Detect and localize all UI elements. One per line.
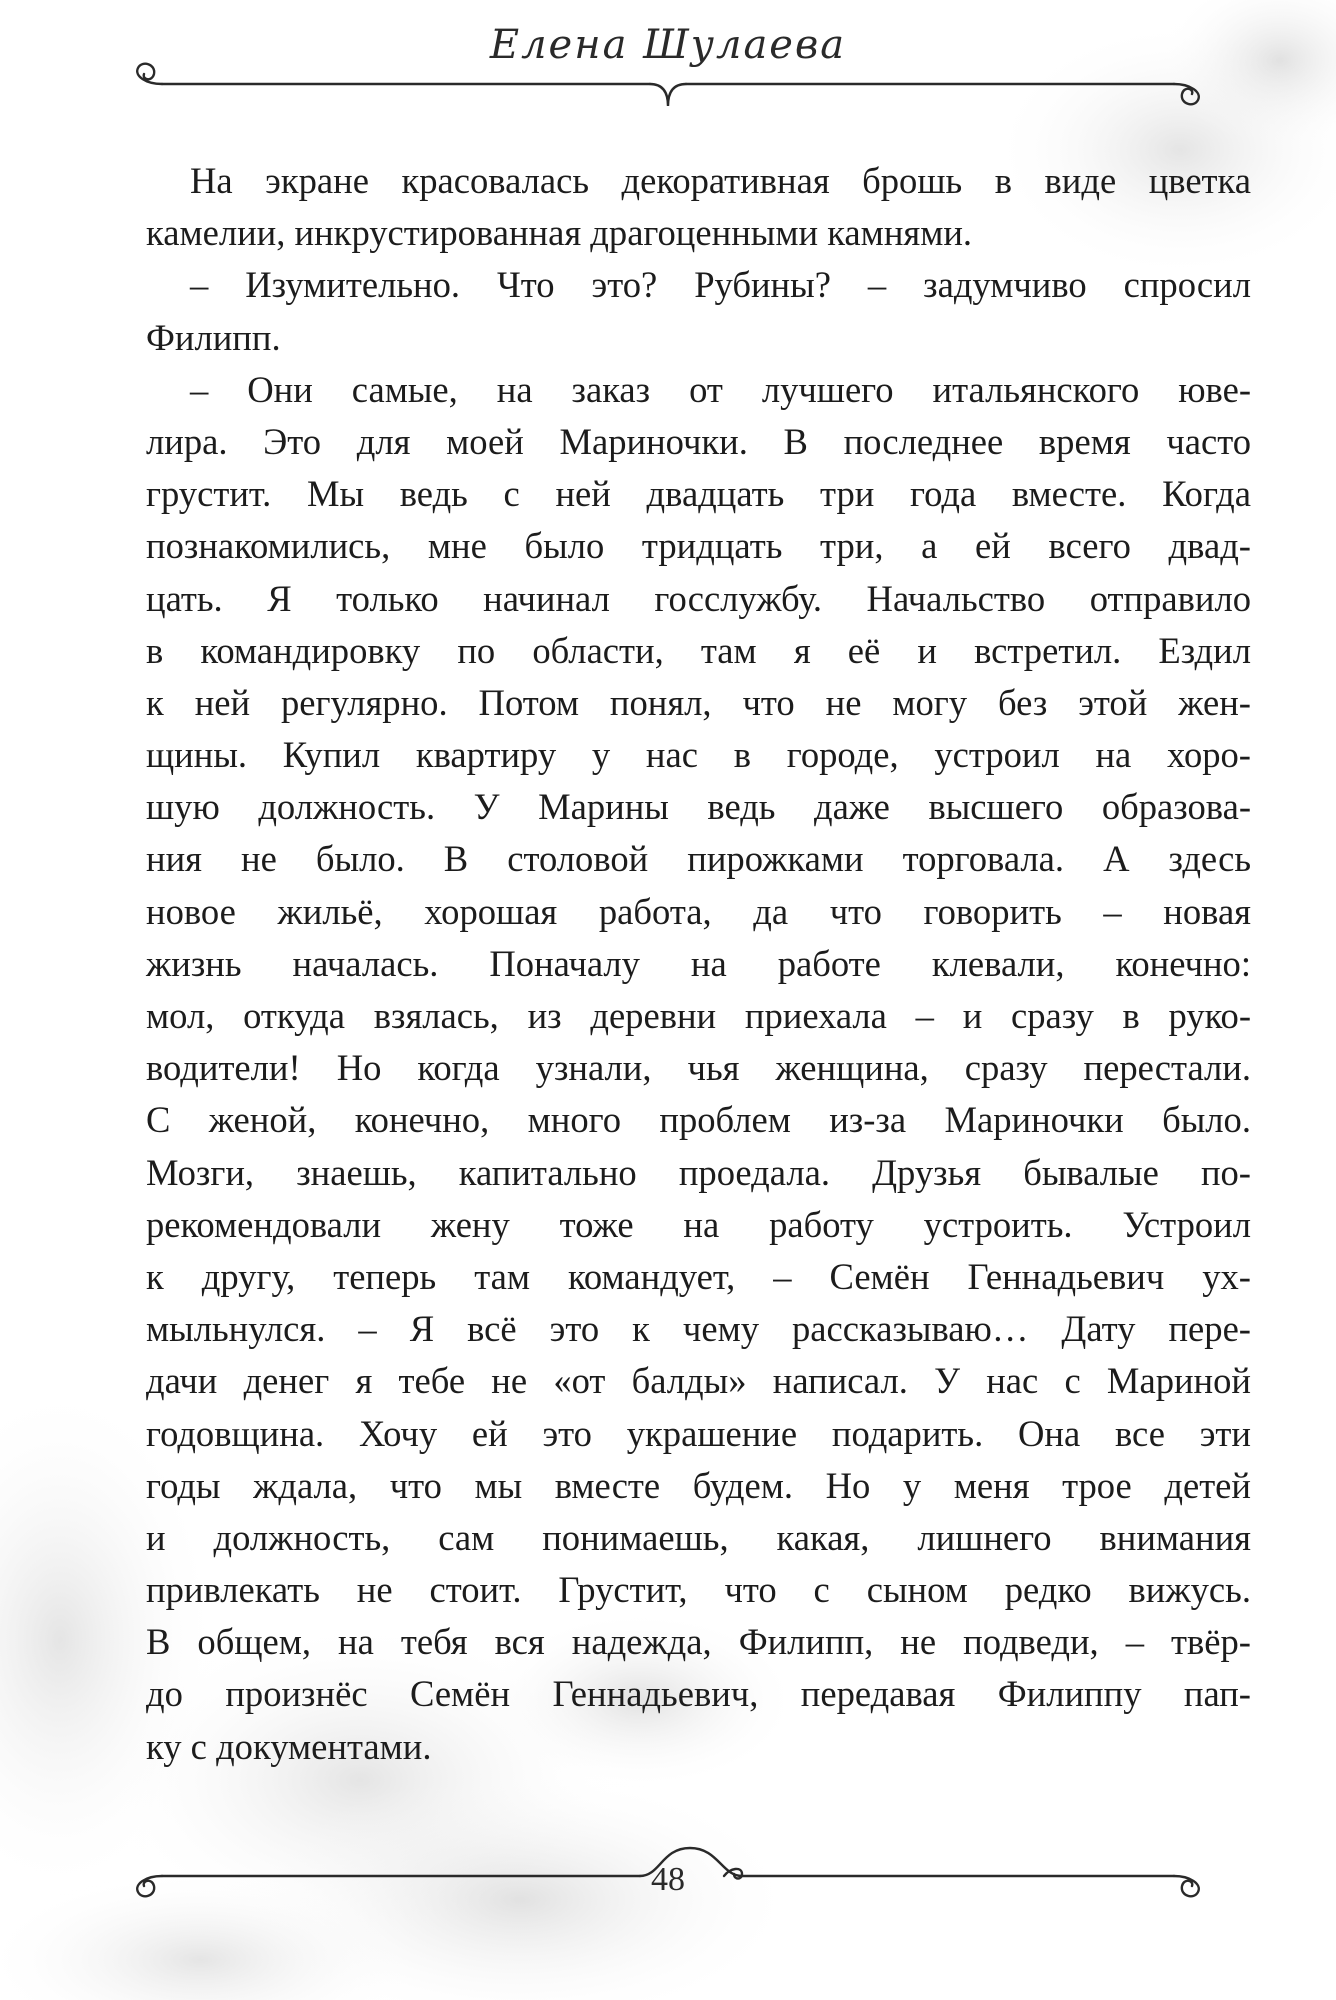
text-line: щины. Купил квартиру у нас в городе, устроил на хоро- [146,734,1251,776]
text-line: – Они самые, на заказ от лучшего итальянского юве- [190,368,1251,410]
text-line: в командировку по области, там я её и встретил. Ездил [146,629,1251,671]
text-line: годовщина. Хочу ей это украшение подарить. Она все эти [146,1412,1251,1454]
text-line: новое жильё, хорошая работа, да что говорить – новая [146,890,1251,932]
text-line: привлекать не стоит. Грустит, что с сыном редко вижусь. [146,1569,1251,1611]
text-line: На экране красовалась декоративная брошь в виде цветка [190,160,1251,201]
text-line: С женой, конечно, много проблем из-за Мариночки было. [146,1099,1251,1141]
text-line: мыльнулся. – Я всё это к чему рассказываю… Дату пере- [146,1308,1251,1350]
text-line: В общем, на тебя вся надежда, Филипп, не подведи, – твёр- [146,1621,1251,1663]
text-line: жизнь началась. Поначалу на работе клевали, конечно: [146,942,1251,984]
text-line: камелии, инкрустированная драгоценными камнями. [146,212,973,254]
text-line: и должность, сам понимаешь, какая, лишнего внимания [146,1516,1251,1558]
text-line: ния не было. В столовой пирожками торговала. А здесь [146,838,1251,880]
text-line: до произнёс Семён Геннадьевич, передавая Филиппу пап- [146,1673,1251,1715]
text-line: Филипп. [146,316,281,358]
text-line: – Изумительно. Что это? Рубины? – задумчиво спросил [190,264,1251,306]
text-line: лира. Это для моей Мариночки. В последнее время часто [146,420,1251,462]
text-line: цать. Я только начинал госслужбу. Начальство отправило [146,577,1251,619]
text-line: водители! Но когда узнали, чья женщина, сразу перестали. [146,1047,1251,1089]
text-line: к другу, теперь там командует, – Семён Геннадьевич ух- [146,1255,1251,1297]
text-line: к ней регулярно. Потом понял, что не могу без этой жен- [146,681,1251,723]
text-line: ку с документами. [146,1725,432,1767]
text-line: грустит. Мы ведь с ней двадцать три года вместе. Когда [146,473,1251,515]
text-line: шую должность. У Марины ведь даже высшего образова- [146,786,1251,828]
page-number: 48 [651,1861,685,1898]
text-line: дачи денег я тебе не «от балды» написал. У нас с Мариной [146,1360,1251,1402]
running-title: Елена Шулаева [489,22,847,68]
header-ornament-divider [0,58,1336,128]
text-line: рекомендовали жену тоже на работу устроить. Устроил [146,1203,1251,1245]
text-line: Мозги, знаешь, капитально проедала. Друзья бывалые по- [146,1151,1251,1193]
text-line: мол, откуда взялась, из деревни приехала – и сразу в руко- [146,995,1251,1036]
text-line: познакомились, мне было тридцать три, а ей всего двад- [146,525,1251,567]
page-header [0,0,1336,130]
body-text [146,155,1251,1773]
text-line: годы ждала, что мы вместе будем. Но у меня трое детей [146,1464,1251,1506]
